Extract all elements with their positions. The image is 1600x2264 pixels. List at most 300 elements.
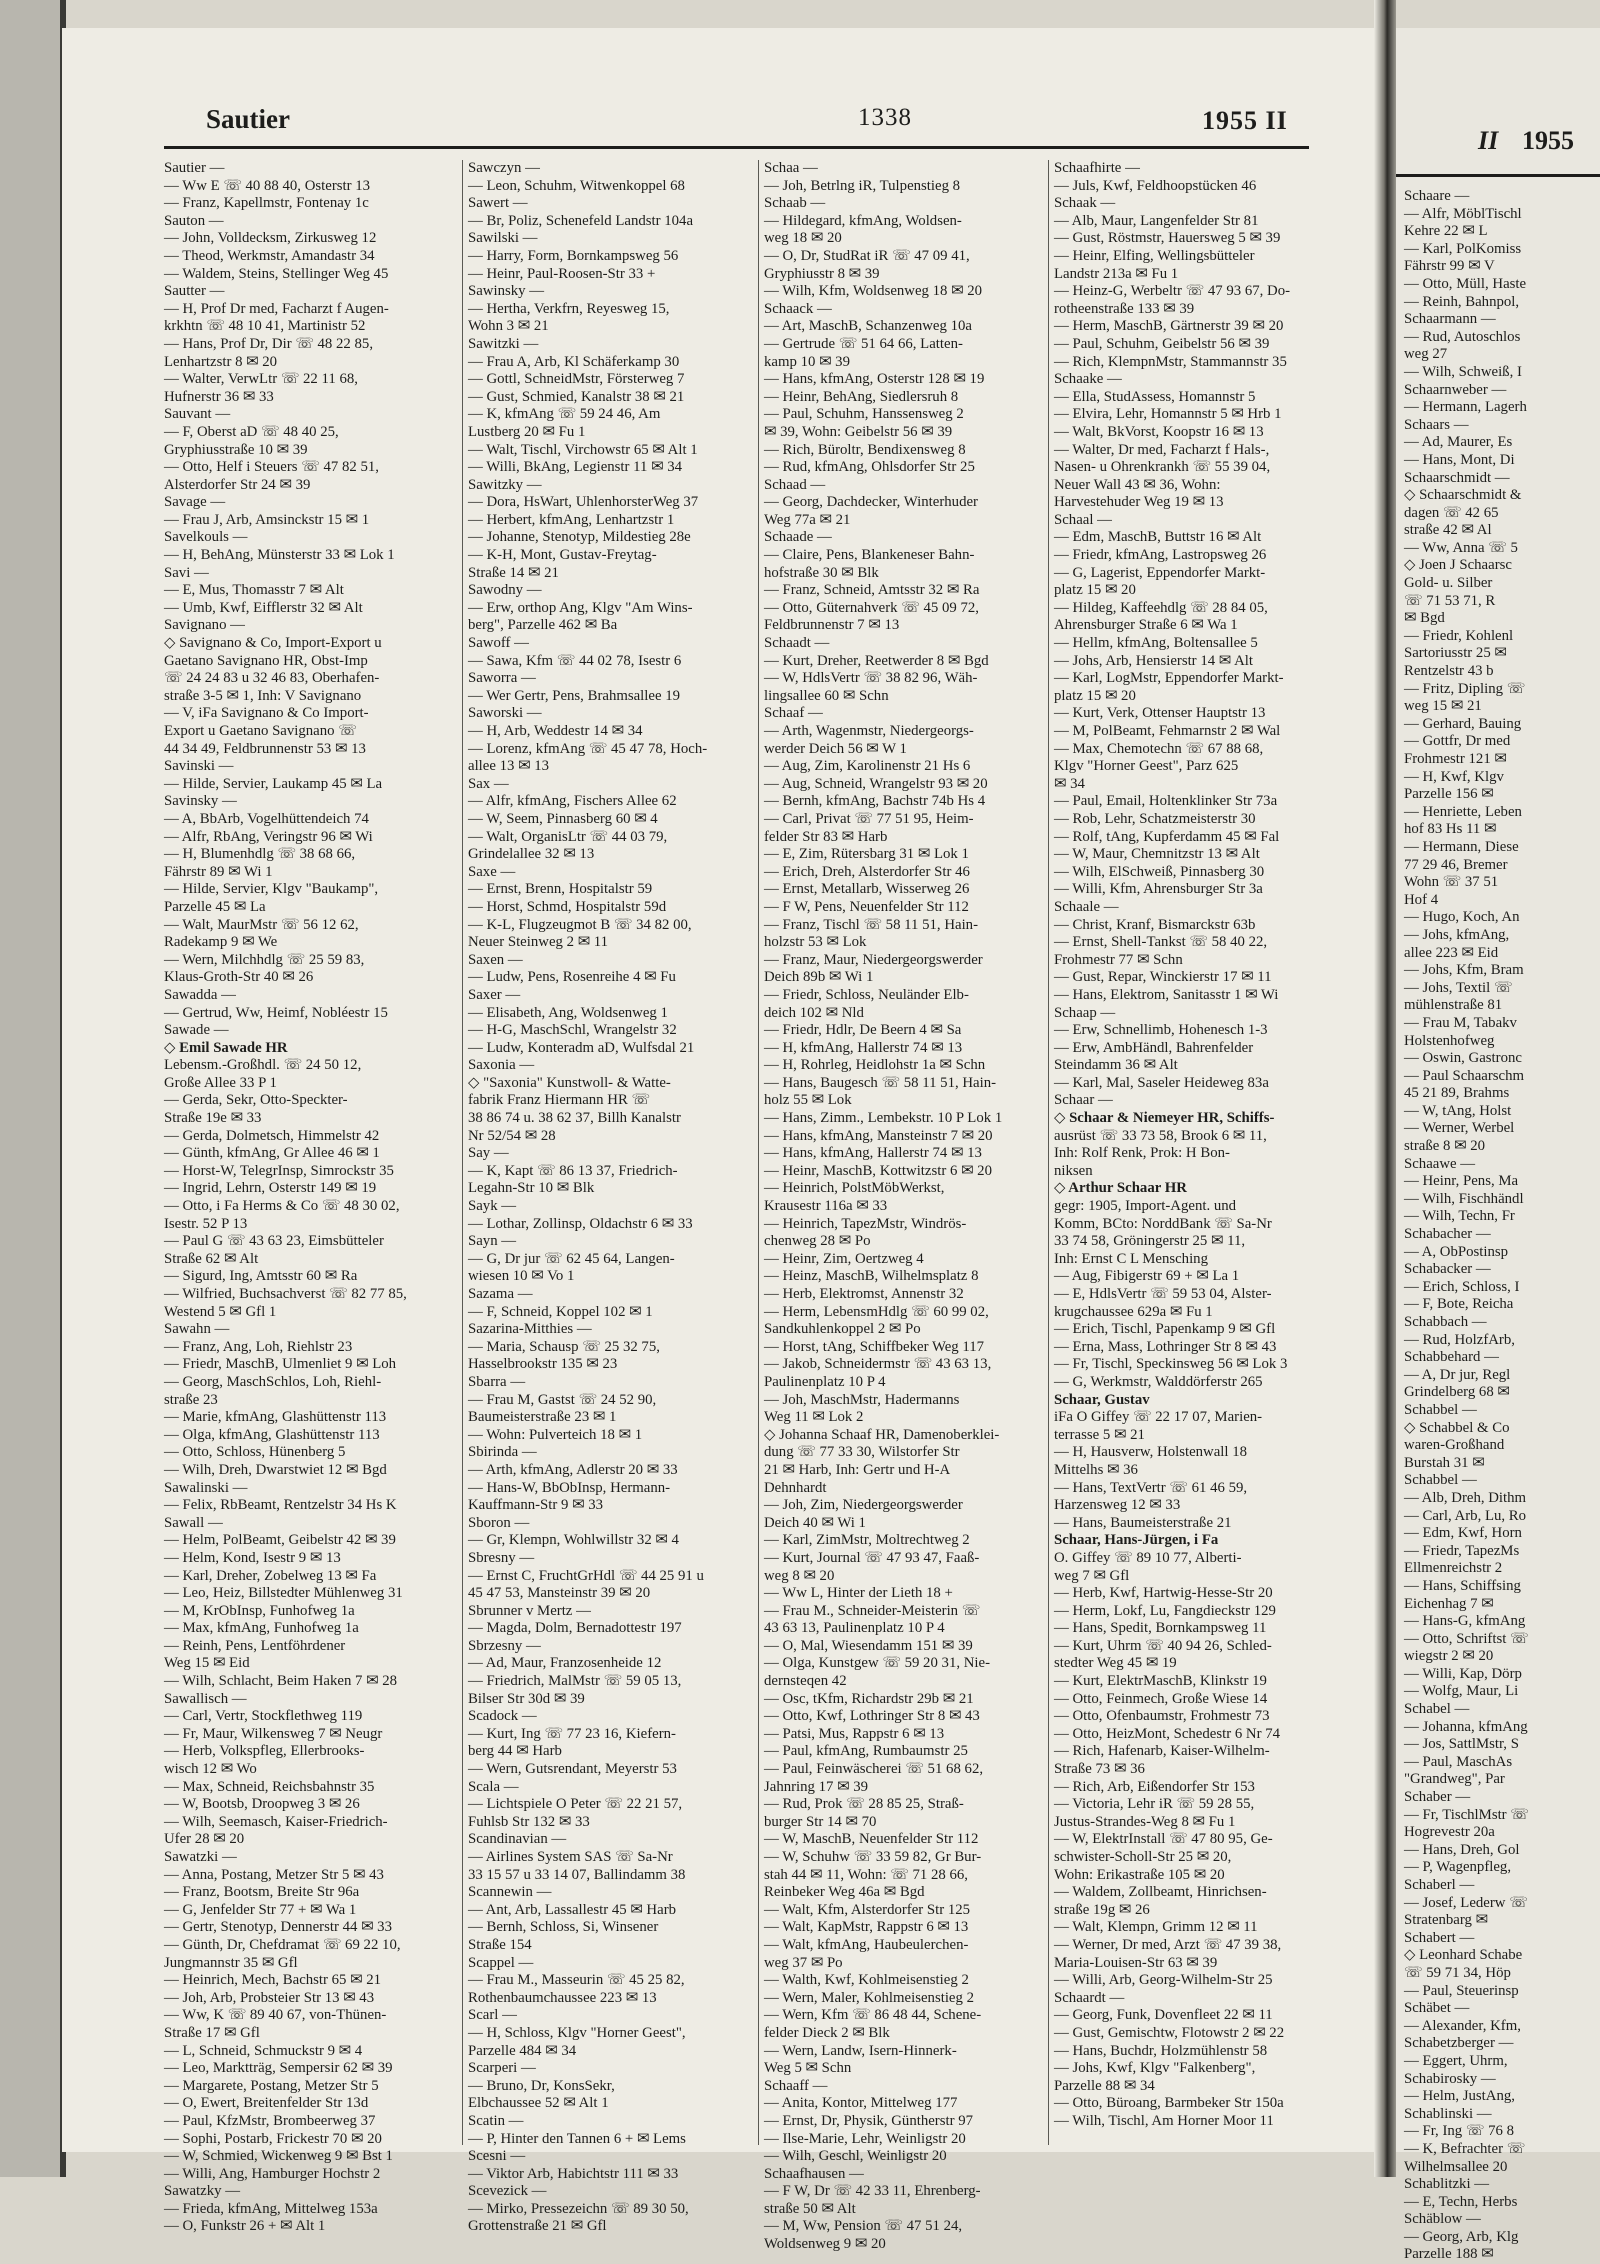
directory-line: hofstraße 30 ✉ Blk: [764, 564, 879, 581]
directory-line: — Osc, tKfm, Richardstr 29b ✉ 21: [764, 1690, 974, 1707]
directory-line: Lustberg 20 ✉ Fu 1: [468, 423, 586, 440]
directory-line: Straße 14 ✉ 21: [468, 564, 559, 581]
directory-line: — Otto, Büroang, Barmbeker Str 150a: [1054, 2095, 1284, 2112]
directory-line: ✉ 39, Wohn: Geibelstr 56 ✉ 39: [764, 423, 953, 440]
directory-line: — Johs, Kfm, Bram: [1404, 962, 1524, 979]
directory-line: Schaberl —: [1404, 1877, 1475, 1893]
directory-line: niksen: [1054, 1162, 1093, 1179]
directory-line: — Alb, Dreh, Dithm: [1404, 1489, 1527, 1506]
directory-line: — H, Schloss, Klgv "Horner Geest",: [468, 2024, 686, 2041]
directory-line: — Gust, Repar, Winckierstr 17 ✉ 11: [1054, 969, 1272, 986]
directory-line: Parzelle 188 ✉: [1404, 2246, 1494, 2263]
directory-line: — Friedr, kfmAng, Lastropsweg 26: [1054, 547, 1267, 564]
directory-line: — Hans-G, kfmAng: [1404, 1613, 1526, 1630]
directory-line: — Kurt, Uhrm ☏ 40 94 26, Schled-: [1054, 1637, 1272, 1654]
directory-line: — Heinrich, Mech, Bachstr 65 ✉ 21: [164, 1972, 382, 1989]
directory-line: — Viktor Arb, Habichtstr 111 ✉ 33: [468, 2165, 679, 2182]
directory-line: — Ingrid, Lehrn, Osterstr 149 ✉ 19: [164, 1180, 377, 1197]
directory-line: ◇ Savignano & Co, Import-Export u: [164, 635, 382, 652]
directory-line: Deich 89b ✉ Wi 1: [764, 969, 874, 986]
directory-line: — Br, Poliz, Schenefeld Landstr 104a: [468, 212, 694, 229]
directory-line: — Lothar, Zollinsp, Oldachstr 6 ✉ 33: [468, 1215, 693, 1232]
directory-line: Kehre 22 ✉ L: [1404, 223, 1488, 240]
directory-line: — Art, MaschB, Schanzenweg 10a: [764, 318, 972, 335]
directory-line: — Josef, Lederw ☏: [1404, 1894, 1528, 1911]
directory-line: berg", Parzelle 462 ✉ Ba: [468, 617, 618, 634]
directory-line: — K, Befrachter ☏: [1404, 2140, 1526, 2157]
directory-column-2: [468, 160, 760, 2236]
directory-line: Ellmenreichstr 2: [1404, 1560, 1503, 1577]
directory-line: — Franz, Bootsm, Breite Str 96a: [164, 1884, 360, 1901]
directory-line: — Helm, JustAng,: [1404, 2088, 1515, 2105]
directory-line: Gold- u. Silber: [1404, 575, 1493, 592]
directory-line: — Johs, Textil ☏: [1404, 979, 1513, 996]
directory-line: Sawert —: [468, 195, 528, 212]
directory-line: 21 ✉ Harb, Inh: Gertr und H-A: [764, 1461, 951, 1478]
directory-line: — Max, kfmAng, Funhofweg 1a: [164, 1620, 359, 1637]
directory-line: Sax —: [468, 775, 509, 792]
directory-line: — Erich, Tischl, Papenkamp 9 ✉ Gfl: [1054, 1321, 1276, 1338]
directory-line: — Wilh, Techn, Fr: [1404, 1208, 1515, 1225]
directory-line: Schabbel —: [1404, 1401, 1477, 1418]
directory-line: — Ant, Arb, Lassallestr 45 ✉ Harb: [468, 1901, 677, 1918]
directory-line: — Anita, Kontor, Mittelweg 177: [764, 2095, 958, 2112]
directory-line: Schabacher —: [1404, 1226, 1491, 1243]
directory-line: — H, kfmAng, Hallerstr 74 ✉ 13: [764, 1039, 963, 1056]
directory-line: — Ernst, Brenn, Hospitalstr 59: [468, 881, 653, 898]
directory-line: — Herb, Kwf, Hartwig-Hesse-Str 20: [1054, 1585, 1273, 1602]
directory-line: — Horst, tAng, Schiffbeker Weg 117: [764, 1338, 985, 1355]
directory-line: Schaber —: [1404, 1789, 1471, 1806]
directory-line: werder Deich 56 ✉ W 1: [764, 740, 907, 757]
directory-line: allee 13 ✉ 13: [468, 758, 550, 775]
directory-line: — Alexander, Kfm,: [1404, 2017, 1521, 2034]
directory-line: — Reinh, Bahnpol,: [1404, 293, 1520, 310]
directory-line: — Magda, Dolm, Bernadottestr 197: [468, 1620, 682, 1637]
directory-line: — Heinr, Paul-Roosen-Str 33 +: [468, 265, 656, 282]
directory-line: — Heinr, MaschB, Kottwitzstr 6 ✉ 20: [764, 1162, 992, 1179]
directory-line: Schaawe —: [1404, 1155, 1476, 1172]
directory-line: Schablitzki —: [1404, 2176, 1490, 2193]
directory-line: — Franz, Tischl ☏ 58 11 51, Hain-: [764, 916, 979, 933]
directory-line: — Georg, Dachdecker, Winterhuder: [764, 494, 978, 511]
directory-line: — A, BbArb, Vogelhüttendeich 74: [164, 810, 369, 827]
directory-line: Sawczyn —: [468, 160, 540, 176]
directory-line: — W, MaschB, Neuenfelder Str 112: [764, 1831, 979, 1848]
directory-line: — Paul G ☏ 43 63 23, Eimsbütteler: [164, 1233, 384, 1250]
directory-line: Straße 154: [468, 1936, 532, 1953]
directory-line: — Wilh, ElSchweiß, Pinnasberg 30: [1054, 863, 1265, 880]
directory-line: ✉ 34: [1054, 775, 1085, 792]
directory-line: Hasselbrookstr 135 ✉ 23: [468, 1356, 618, 1373]
directory-line: — Leo, Marktträg, Sempersir 62 ✉ 39: [164, 2060, 393, 2077]
directory-line: ◇ Leonhard Schabe: [1404, 1947, 1523, 1964]
directory-line: Sawitzki —: [468, 335, 539, 352]
directory-line: — Aug, Zim, Karolinenstr 21 Hs 6: [764, 758, 971, 775]
directory-line: — Juls, Kwf, Feldhoopstücken 46: [1054, 177, 1257, 194]
directory-line: — Olga, kfmAng, Glashüttenstr 113: [164, 1426, 380, 1443]
directory-line: — K-H, Mont, Gustav-Freytag-: [468, 547, 657, 564]
directory-line: Saworra —: [468, 670, 536, 687]
directory-line: Schaars —: [1404, 416, 1469, 433]
directory-line: Scadock —: [468, 1708, 537, 1725]
directory-line: 33 74 58, Gröningerstr 25 ✉ 11,: [1054, 1233, 1246, 1250]
directory-line: Schäbet —: [1404, 2000, 1470, 2017]
directory-line: Fährstr 89 ✉ Wi 1: [164, 863, 273, 880]
directory-line: — H-G, MaschSchl, Wrangelstr 32: [468, 1022, 677, 1039]
directory-line: Saxonia —: [468, 1057, 535, 1074]
directory-line: — Hans, kfmAng, Hallerstr 74 ✉ 13: [764, 1145, 982, 1162]
directory-line: — Walt, BkVorst, Koopstr 16 ✉ 13: [1054, 423, 1264, 440]
directory-line: — Hans, Dreh, Gol: [1404, 1841, 1520, 1858]
directory-line: Lenhartzstr 8 ✉ 20: [164, 353, 278, 370]
directory-line: Schaar, Hans-Jürgen, i Fa: [1054, 1532, 1219, 1549]
directory-line: — Hans, kfmAng, Mansteinstr 7 ✉ 20: [764, 1127, 993, 1144]
directory-line: Sbarra —: [468, 1373, 526, 1390]
directory-line: weg 7 ✉ Gfl: [1054, 1567, 1130, 1584]
directory-line: — Hermann, Lagerh: [1404, 399, 1527, 416]
directory-line: — Otto, Schriftst ☏: [1404, 1630, 1529, 1647]
directory-line: — H, Blumenhdlg ☏ 38 68 66,: [164, 846, 356, 863]
directory-line: dagen ☏ 42 65: [1404, 504, 1499, 521]
directory-line: — Frau M., Masseurin ☏ 45 25 82,: [468, 1972, 685, 1989]
directory-line: Alsterdorfer Str 24 ✉ 39: [164, 476, 311, 493]
directory-line: — Wilh, Kfm, Woldsenweg 18 ✉ 20: [764, 283, 983, 300]
directory-line: — Bernh, Schloss, Si, Winsener: [468, 1919, 659, 1936]
directory-line: Sbresny —: [468, 1549, 535, 1566]
directory-line: — Reinh, Pens, Lentföhrdener: [164, 1637, 346, 1654]
directory-line: 77 29 46, Bremer: [1404, 856, 1508, 873]
directory-line: — Ww, K ☏ 89 40 67, von-Thünen-: [164, 2007, 387, 2024]
directory-line: — O, Funkstr 26 + ✉ Alt 1: [164, 2218, 326, 2235]
directory-line: — Joh, Betrlng iR, Tulpenstieg 8: [764, 177, 961, 194]
directory-line: — Ww, Anna ☏ 5: [1404, 539, 1518, 556]
directory-line: Radekamp 9 ✉ We: [164, 934, 278, 951]
directory-line: — Otto, Ofenbaumstr, Frohmestr 73: [1054, 1708, 1270, 1725]
directory-line: — F W, Pens, Neuenfelder Str 112: [764, 898, 969, 915]
directory-line: Frohmestr 121 ✉: [1404, 751, 1507, 767]
directory-line: Burstah 31 ✉: [1404, 1454, 1485, 1471]
directory-line: Feldbrunnenstr 7 ✉ 13: [764, 617, 900, 634]
directory-line: Sbrunner v Mertz —: [468, 1602, 591, 1619]
directory-line: Schaale —: [1054, 898, 1119, 915]
directory-line: Schaafhausen —: [764, 2165, 864, 2182]
directory-line: — Alfr, kfmAng, Fischers Allee 62: [468, 793, 677, 810]
directory-line: Gryphiusstraße 10 ✉ 39: [164, 441, 308, 458]
directory-line: — Frieda, kfmAng, Mittelweg 153a: [164, 2200, 378, 2217]
directory-line: Scannewin —: [468, 1884, 552, 1901]
directory-line: Wohn ☏ 37 51: [1404, 874, 1499, 891]
directory-line: — Felix, RbBeamt, Rentzelstr 34 Hs K: [164, 1497, 397, 1514]
directory-line: straße 8 ✉ 20: [1404, 1138, 1486, 1155]
directory-line: — Franz, Ang, Loh, Riehlstr 23: [164, 1338, 353, 1355]
directory-line: — Gertr, Stenotyp, Dennerstr 44 ✉ 33: [164, 1919, 392, 1936]
directory-line: Saxen —: [468, 951, 523, 968]
directory-line: Baumeisterstraße 23 ✉ 1: [468, 1409, 617, 1426]
directory-line: Reinbeker Weg 46a ✉ Bgd: [764, 1884, 925, 1901]
directory-line: berg 44 ✉ Harb: [468, 1743, 562, 1760]
directory-line: — Hans, Baumeisterstraße 21: [1054, 1514, 1232, 1531]
directory-line: — G, Dr jur ☏ 62 45 64, Langen-: [468, 1250, 675, 1267]
directory-line: — Fr, Maur, Wilkensweg 7 ✉ Neugr: [164, 1725, 383, 1742]
directory-line: weg 37 ✉ Po: [764, 1954, 843, 1971]
directory-line: — Paul Schaarschm: [1404, 1067, 1524, 1084]
directory-line: Westend 5 ✉ Gfl 1: [164, 1303, 277, 1320]
directory-line: 38 86 74 u. 38 62 37, Billh Kanalstr: [468, 1110, 681, 1127]
directory-line: — Joh, Zim, Niedergeorgswerder: [764, 1497, 963, 1514]
directory-line: stedter Weg 45 ✉ 19: [1054, 1655, 1177, 1672]
directory-line: — Gust, Röstmstr, Hauersweg 5 ✉ 39: [1054, 230, 1281, 247]
directory-line: platz 15 ✉ 20: [1054, 687, 1136, 704]
directory-line: — Walt, OrganisLtr ☏ 44 03 79,: [468, 828, 668, 845]
directory-line: — Wilh, Dreh, Dwarstwiet 12 ✉ Bgd: [164, 1461, 387, 1478]
directory-line: — Erw, Schnellimb, Hohenesch 1-3: [1054, 1022, 1268, 1039]
directory-line: chenweg 28 ✉ Po: [764, 1233, 871, 1250]
directory-line: ◇ Schaarschmidt &: [1404, 487, 1522, 504]
year-volume: 1955 II: [1202, 106, 1288, 135]
directory-line: — Erw, AmbHändl, Bahrenfelder: [1054, 1039, 1254, 1056]
directory-line: Sauton —: [164, 212, 224, 229]
directory-line: Scandinavian —: [468, 1831, 567, 1848]
directory-line: — Heinz, MaschB, Wilhelmsplatz 8: [764, 1268, 979, 1285]
directory-line: dernsteqen 42: [764, 1673, 847, 1690]
directory-line: — Claire, Pens, Blankeneser Bahn-: [764, 547, 975, 564]
directory-line: — Elvira, Lehr, Homannstr 5 ✉ Hrb 1: [1054, 406, 1282, 423]
directory-line: Mittelhs ✉ 36: [1054, 1461, 1138, 1478]
directory-line: — Sophi, Postarb, Frickestr 70 ✉ 20: [164, 2130, 382, 2147]
directory-line: straße 23: [164, 1391, 218, 1408]
directory-line: Fährstr 99 ✉ V: [1404, 258, 1495, 275]
directory-line: Schabetzberger —: [1404, 2035, 1514, 2052]
directory-line: — Otto, HeizMont, Schedestr 6 Nr 74: [1054, 1725, 1281, 1742]
directory-line: schwister-Scholl-Str 25 ✉ 20,: [1054, 1849, 1232, 1865]
directory-line: 43 63 13, Paulinenplatz 10 P 4: [764, 1620, 945, 1637]
directory-line: — Franz, Kapellmstr, Fontenay 1c: [164, 195, 369, 212]
directory-line: — Karl, LogMstr, Eppendorfer Markt-: [1054, 670, 1284, 687]
directory-line: Sawilski —: [468, 230, 538, 247]
directory-line: Savi —: [164, 564, 209, 581]
directory-line: Hof 4: [1404, 891, 1439, 908]
directory-line: — Frau M, Tabakv: [1404, 1014, 1517, 1031]
directory-column-3: [764, 160, 1056, 2254]
directory-line: — Willi, BkAng, Legienstr 11 ✉ 34: [468, 459, 683, 476]
directory-line: — Hans, TextVertr ☏ 61 46 59,: [1054, 1479, 1248, 1496]
directory-line: — Edm, Kwf, Horn: [1404, 1525, 1522, 1542]
directory-line: — K-L, Flugzeugmot B ☏ 34 82 00,: [468, 916, 692, 933]
directory-line: — Walt, kfmAng, Haubeulerchen-: [764, 1936, 969, 1953]
book-gutter: [1374, 0, 1396, 2177]
directory-line: — Rich, KlempnMstr, Stammannstr 35: [1054, 353, 1287, 370]
directory-line: ◇ Johanna Schaaf HR, Damenoberklei-: [764, 1426, 1000, 1443]
directory-line: — Lorenz, kfmAng ☏ 45 47 78, Hoch-: [468, 740, 708, 757]
directory-line: Schaak —: [1054, 195, 1116, 212]
directory-line: — Helm, PolBeamt, Geibelstr 42 ✉ 39: [164, 1532, 396, 1549]
directory-line: Schabel —: [1404, 1701, 1470, 1718]
directory-line: — Ilse-Marie, Lehr, Weinligstr 20: [764, 2130, 966, 2147]
directory-line: Hogrevestr 20a: [1404, 1824, 1495, 1841]
directory-line: — Ernst, Dr, Physik, Güntherstr 97: [764, 2112, 974, 2129]
directory-line: Klaus-Groth-Str 40 ✉ 26: [164, 969, 314, 986]
directory-line: — Paul, Schuhm, Geibelstr 56 ✉ 39: [1054, 335, 1270, 352]
directory-line: — Wilfried, Buchsachverst ☏ 82 77 85,: [164, 1286, 407, 1302]
directory-line: Schaake —: [1054, 371, 1122, 388]
directory-line: Sbrzesny —: [468, 1637, 541, 1654]
directory-line: Saxer —: [468, 986, 521, 1003]
directory-line: Inh: Ernst C L Mensching: [1054, 1250, 1208, 1267]
directory-line: — Waldem, Steins, Stellinger Weg 45: [164, 265, 389, 282]
directory-line: — Paul, MaschAs: [1404, 1753, 1513, 1770]
directory-line: Sawatzki —: [164, 1849, 237, 1865]
directory-line: Schablinski —: [1404, 2105, 1492, 2122]
directory-line: rotheenstraße 133 ✉ 39: [1054, 300, 1195, 317]
directory-line: Gryphiusstr 8 ✉ 39: [764, 265, 880, 282]
directory-line: Sautter —: [164, 283, 225, 300]
directory-line: Gaetano Savignano HR, Obst-Imp: [164, 652, 368, 669]
directory-line: Jahnring 17 ✉ 39: [764, 1778, 869, 1795]
directory-line: Scappel —: [468, 1954, 534, 1971]
directory-line: Schabbel —: [1404, 1472, 1477, 1489]
directory-line: Neuer Steinweg 2 ✉ 11: [468, 934, 609, 951]
directory-line: — Willi, Kap, Dörp: [1404, 1665, 1522, 1682]
directory-line: — Hans, Mont, Di: [1404, 451, 1515, 468]
directory-line: — Franz, Maur, Niedergeorgswerder: [764, 951, 983, 968]
directory-line: — Hans, Schiffsing: [1404, 1577, 1521, 1594]
directory-line: — M, Ww, Pension ☏ 47 51 24,: [764, 2218, 963, 2235]
directory-line: — Walter, VerwLtr ☏ 22 11 68,: [164, 371, 358, 388]
directory-line: — Hermann, Diese: [1404, 838, 1519, 855]
directory-line: ☏ 24 24 83 u 32 46 83, Oberhafen-: [164, 670, 380, 687]
directory-line: Straße 62 ✉ Alt: [164, 1250, 259, 1267]
directory-line: Elbchaussee 52 ✉ Alt 1: [468, 2095, 609, 2112]
directory-line: — Georg, Funk, Dovenfleet 22 ✉ 11: [1054, 2007, 1273, 2024]
directory-line: krugchaussee 629a ✉ Fu 1: [1054, 1303, 1213, 1320]
directory-line: — P, Hinter den Tannen 6 + ✉ Lems: [468, 2130, 686, 2147]
directory-line: — Horst, Schmd, Hospitalstr 59d: [468, 898, 667, 915]
directory-line: — Herm, LebensmHdlg ☏ 60 99 02,: [764, 1303, 989, 1320]
adjacent-volume: II: [1478, 126, 1499, 155]
directory-line: — Otto, Helf i Steuers ☏ 47 82 51,: [164, 459, 379, 476]
directory-line: Parzelle 484 ✉ 34: [468, 2042, 577, 2059]
directory-line: — Sigurd, Ing, Amtsstr 60 ✉ Ra: [164, 1268, 358, 1285]
directory-line: Schaar, Gustav: [1054, 1391, 1150, 1408]
directory-line: — Harry, Form, Bornkampsweg 56: [468, 247, 679, 264]
directory-line: — Wilh, Seemasch, Kaiser-Friedrich-: [164, 1813, 388, 1830]
directory-line: — Joh, MaschMstr, Hadermanns: [764, 1391, 960, 1408]
directory-line: — Otto, Feinmech, Große Wiese 14: [1054, 1690, 1268, 1707]
directory-column-5: [1404, 188, 1600, 2264]
directory-line: — Johanna, kfmAng: [1404, 1718, 1528, 1735]
directory-line: platz 15 ✉ 20: [1054, 582, 1136, 599]
directory-line: — Carl, Vertr, Stockflethweg 119: [164, 1708, 363, 1725]
directory-line: Savelkouls —: [164, 529, 248, 546]
directory-line: — Rud, kfmAng, Ohlsdorfer Str 25: [764, 459, 975, 476]
directory-line: Grindelberg 68 ✉: [1404, 1384, 1510, 1401]
directory-line: — Bruno, Dr, KonsSekr,: [468, 2077, 615, 2094]
directory-line: — Rob, Lehr, Schatzmeisterstr 30: [1054, 810, 1256, 827]
directory-line: — Hildeg, Kaffeehdlg ☏ 28 84 05,: [1054, 599, 1268, 616]
directory-line: Holstenhofweg: [1404, 1032, 1495, 1049]
column-divider: [1048, 160, 1049, 2145]
directory-line: — Leo, Heiz, Billstedter Mühlenweg 31: [164, 1585, 403, 1602]
directory-line: Schaadt —: [764, 635, 830, 652]
directory-line: — Patsi, Mus, Rappstr 6 ✉ 13: [764, 1725, 945, 1742]
directory-line: — Waldem, Zollbeamt, Hinrichsen-: [1054, 1884, 1267, 1901]
directory-line: Straße 17 ✉ Gfl: [164, 2024, 260, 2041]
directory-line: Nr 52/54 ✉ 28: [468, 1127, 556, 1144]
directory-line: stah 44 ✉ 11, Wohn: ☏ 71 28 66,: [764, 1866, 968, 1883]
directory-line: Frohmestr 77 ✉ Schn: [1054, 951, 1183, 968]
column-divider: [758, 160, 759, 2145]
directory-line: — Heinz-G, Werbeltr ☏ 47 93 67, Do-: [1054, 283, 1291, 300]
directory-line: — Erich, Dreh, Alsterdorfer Str 46: [764, 863, 970, 880]
directory-line: Scala —: [468, 1778, 519, 1795]
directory-line: Saworski —: [468, 705, 542, 722]
directory-line: — Heinr, BehAng, Siedlersruh 8: [764, 388, 959, 405]
directory-line: — P, Wagenpfleg,: [1404, 1859, 1512, 1876]
directory-line: 45 47 53, Mansteinstr 39 ✉ 20: [468, 1585, 651, 1602]
directory-line: — E, Zim, Rütersbarg 31 ✉ Lok 1: [764, 846, 969, 863]
directory-line: Sawall —: [164, 1514, 223, 1531]
directory-line: — Walt, KapMstr, Rappstr 6 ✉ 13: [764, 1919, 969, 1936]
directory-line: — Marie, kfmAng, Glashüttenstr 113: [164, 1409, 387, 1426]
directory-line: wisch 12 ✉ Wo: [164, 1761, 257, 1778]
directory-line: — Lichtspiele O Peter ☏ 22 21 57,: [468, 1796, 683, 1813]
directory-line: — Aug, Schneid, Wrangelstr 93 ✉ 20: [764, 775, 988, 792]
directory-line: — Willi, Arb, Georg-Wilhelm-Str 25: [1054, 1972, 1273, 1989]
directory-line: — Friedr, MaschB, Ulmenliet 9 ✉ Loh: [164, 1356, 397, 1373]
directory-line: — Johs, Kwf, Klgv "Falkenberg",: [1054, 2060, 1256, 2077]
directory-line: — Christ, Kranf, Bismarckstr 63b: [1054, 916, 1256, 933]
directory-line: Weg 5 ✉ Schn: [764, 2060, 852, 2077]
directory-line: — Paul, kfmAng, Rumbaumstr 25: [764, 1743, 968, 1760]
directory-line: Schaa —: [764, 160, 818, 176]
directory-line: Scevezick —: [468, 2183, 547, 2200]
directory-line: — Leon, Schuhm, Witwenkoppel 68: [468, 177, 685, 194]
directory-line: — Gerda, Sekr, Otto-Speckter-: [164, 1092, 348, 1109]
directory-line: — Wilh, Schlacht, Beim Haken 7 ✉ 28: [164, 1673, 398, 1690]
directory-line: — Frau A, Arb, Kl Schäferkamp 30: [468, 353, 680, 370]
directory-line: mühlenstraße 81: [1404, 997, 1503, 1014]
directory-line: ◇ Emil Sawade HR: [164, 1039, 288, 1056]
directory-line: — Rud, Autoschlos: [1404, 328, 1521, 345]
directory-line: — Gust, Schmied, Kanalstr 38 ✉ 21: [468, 388, 685, 405]
directory-line: Sawodny —: [468, 582, 542, 599]
directory-line: Sazama —: [468, 1286, 533, 1302]
directory-line: — H, Arb, Weddestr 14 ✉ 34: [468, 723, 643, 739]
directory-line: — Frau M., Schneider-Meisterin ☏: [764, 1602, 981, 1619]
directory-line: — Herb, Volkspfleg, Ellerbrooks-: [164, 1743, 365, 1760]
directory-line: — Hellm, kfmAng, Boltensallee 5: [1054, 635, 1258, 652]
directory-line: — A, ObPostinsp: [1404, 1243, 1509, 1260]
directory-line: deich 102 ✉ Nld: [764, 1004, 864, 1021]
directory-line: Inh: Rolf Renk, Prok: H Bon-: [1054, 1145, 1230, 1162]
directory-line: Sandkuhlenkoppel 2 ✉ Po: [764, 1321, 921, 1338]
directory-line: Schaardt —: [1054, 1989, 1125, 2006]
directory-line: Ahrensburger Straße 6 ✉ Wa 1: [1054, 617, 1238, 634]
directory-line: — E, HdlsVertr ☏ 59 53 04, Alster-: [1054, 1286, 1272, 1302]
directory-line: — Hans, Buchdr, Holzmühlenstr 58: [1054, 2042, 1268, 2059]
directory-line: Legahn-Str 10 ✉ Blk: [468, 1180, 595, 1197]
directory-line: Schabirosky —: [1404, 2070, 1496, 2087]
directory-line: — F, Bote, Reicha: [1404, 1296, 1514, 1313]
directory-line: weg 18 ✉ 20: [764, 230, 842, 247]
directory-line: — Gottfr, Dr med: [1404, 733, 1511, 750]
directory-line: ◇ Schaar & Niemeyer HR, Schiffs-: [1054, 1110, 1275, 1127]
directory-line: — Alb, Maur, Langenfelder Str 81: [1054, 212, 1259, 229]
directory-line: — Hans, Spedit, Bornkampsweg 11: [1054, 1620, 1267, 1637]
directory-line: — Elisabeth, Ang, Woldsenweg 1: [468, 1004, 668, 1021]
directory-line: — Airlines System SAS ☏ Sa-Nr: [468, 1849, 673, 1865]
